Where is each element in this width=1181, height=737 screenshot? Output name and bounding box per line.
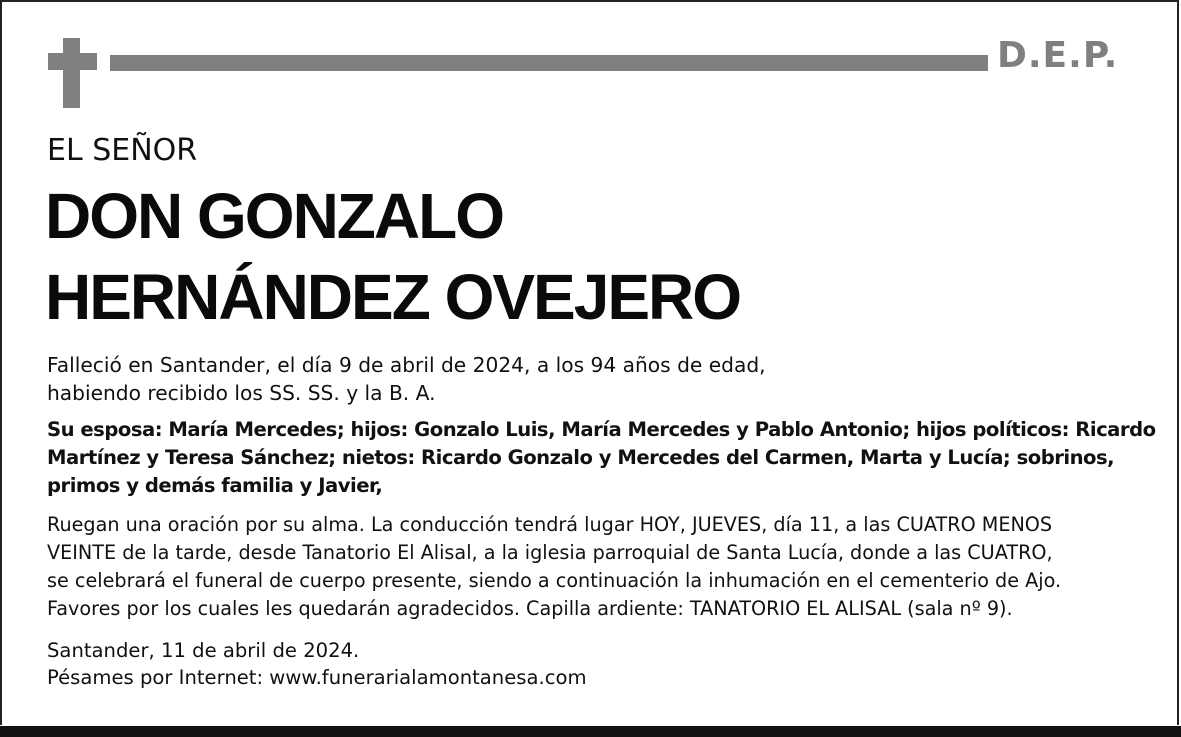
family-line: primos y demás familia y Javier, bbox=[47, 474, 383, 497]
funeral-line: se celebrará el funeral de cuerpo presente, siendo a continuación la inhumación en el cementerio de Ajo. bbox=[47, 569, 1062, 592]
death-notice-line: Falleció en Santander, el día 9 de abril de 2024, a los 94 años de edad, bbox=[47, 353, 766, 377]
cross-vertical-bar bbox=[63, 38, 80, 108]
honorific: EL SEÑOR bbox=[47, 133, 198, 168]
dep-label: D.E.P. bbox=[997, 35, 1119, 76]
family-list bbox=[47, 416, 1157, 500]
funeral-details bbox=[47, 511, 1157, 623]
bottom-border bbox=[0, 726, 1181, 737]
condolences-website: Pésames por Internet: www.funerarialamontanesa.com bbox=[47, 666, 587, 689]
deceased-name-line-2: HERNÁNDEZ OVEJERO bbox=[45, 261, 740, 333]
header-rule bbox=[110, 55, 988, 71]
cross-horizontal-bar bbox=[48, 53, 97, 70]
death-notice bbox=[47, 351, 1157, 407]
place-date: Santander, 11 de abril de 2024. bbox=[47, 639, 360, 662]
family-line: Martínez y Teresa Sánchez; nietos: Ricardo Gonzalo y Mercedes del Carmen, Marta y Lucía; sobrinos, bbox=[47, 446, 1115, 469]
funeral-line: Ruegan una oración por su alma. La conducción tendrá lugar HOY, JUEVES, día 11, a las CUATRO MENOS bbox=[47, 513, 1053, 536]
funeral-line: Favores por los cuales les quedarán agradecidos. Capilla ardiente: TANATORIO EL ALISAL (sala nº 9). bbox=[47, 597, 1013, 620]
family-line: Su esposa: María Mercedes; hijos: Gonzalo Luis, María Mercedes y Pablo Antonio; hijos políticos: Ricardo bbox=[47, 418, 1156, 441]
death-notice-line: habiendo recibido los SS. SS. y la B. A. bbox=[47, 381, 436, 405]
footer bbox=[47, 637, 1157, 691]
funeral-line: VEINTE de la tarde, desde Tanatorio El Alisal, a la iglesia parroquial de Santa Lucía, donde a las CUATRO, bbox=[47, 541, 1053, 564]
deceased-name-line-1: DON GONZALO bbox=[45, 180, 503, 252]
